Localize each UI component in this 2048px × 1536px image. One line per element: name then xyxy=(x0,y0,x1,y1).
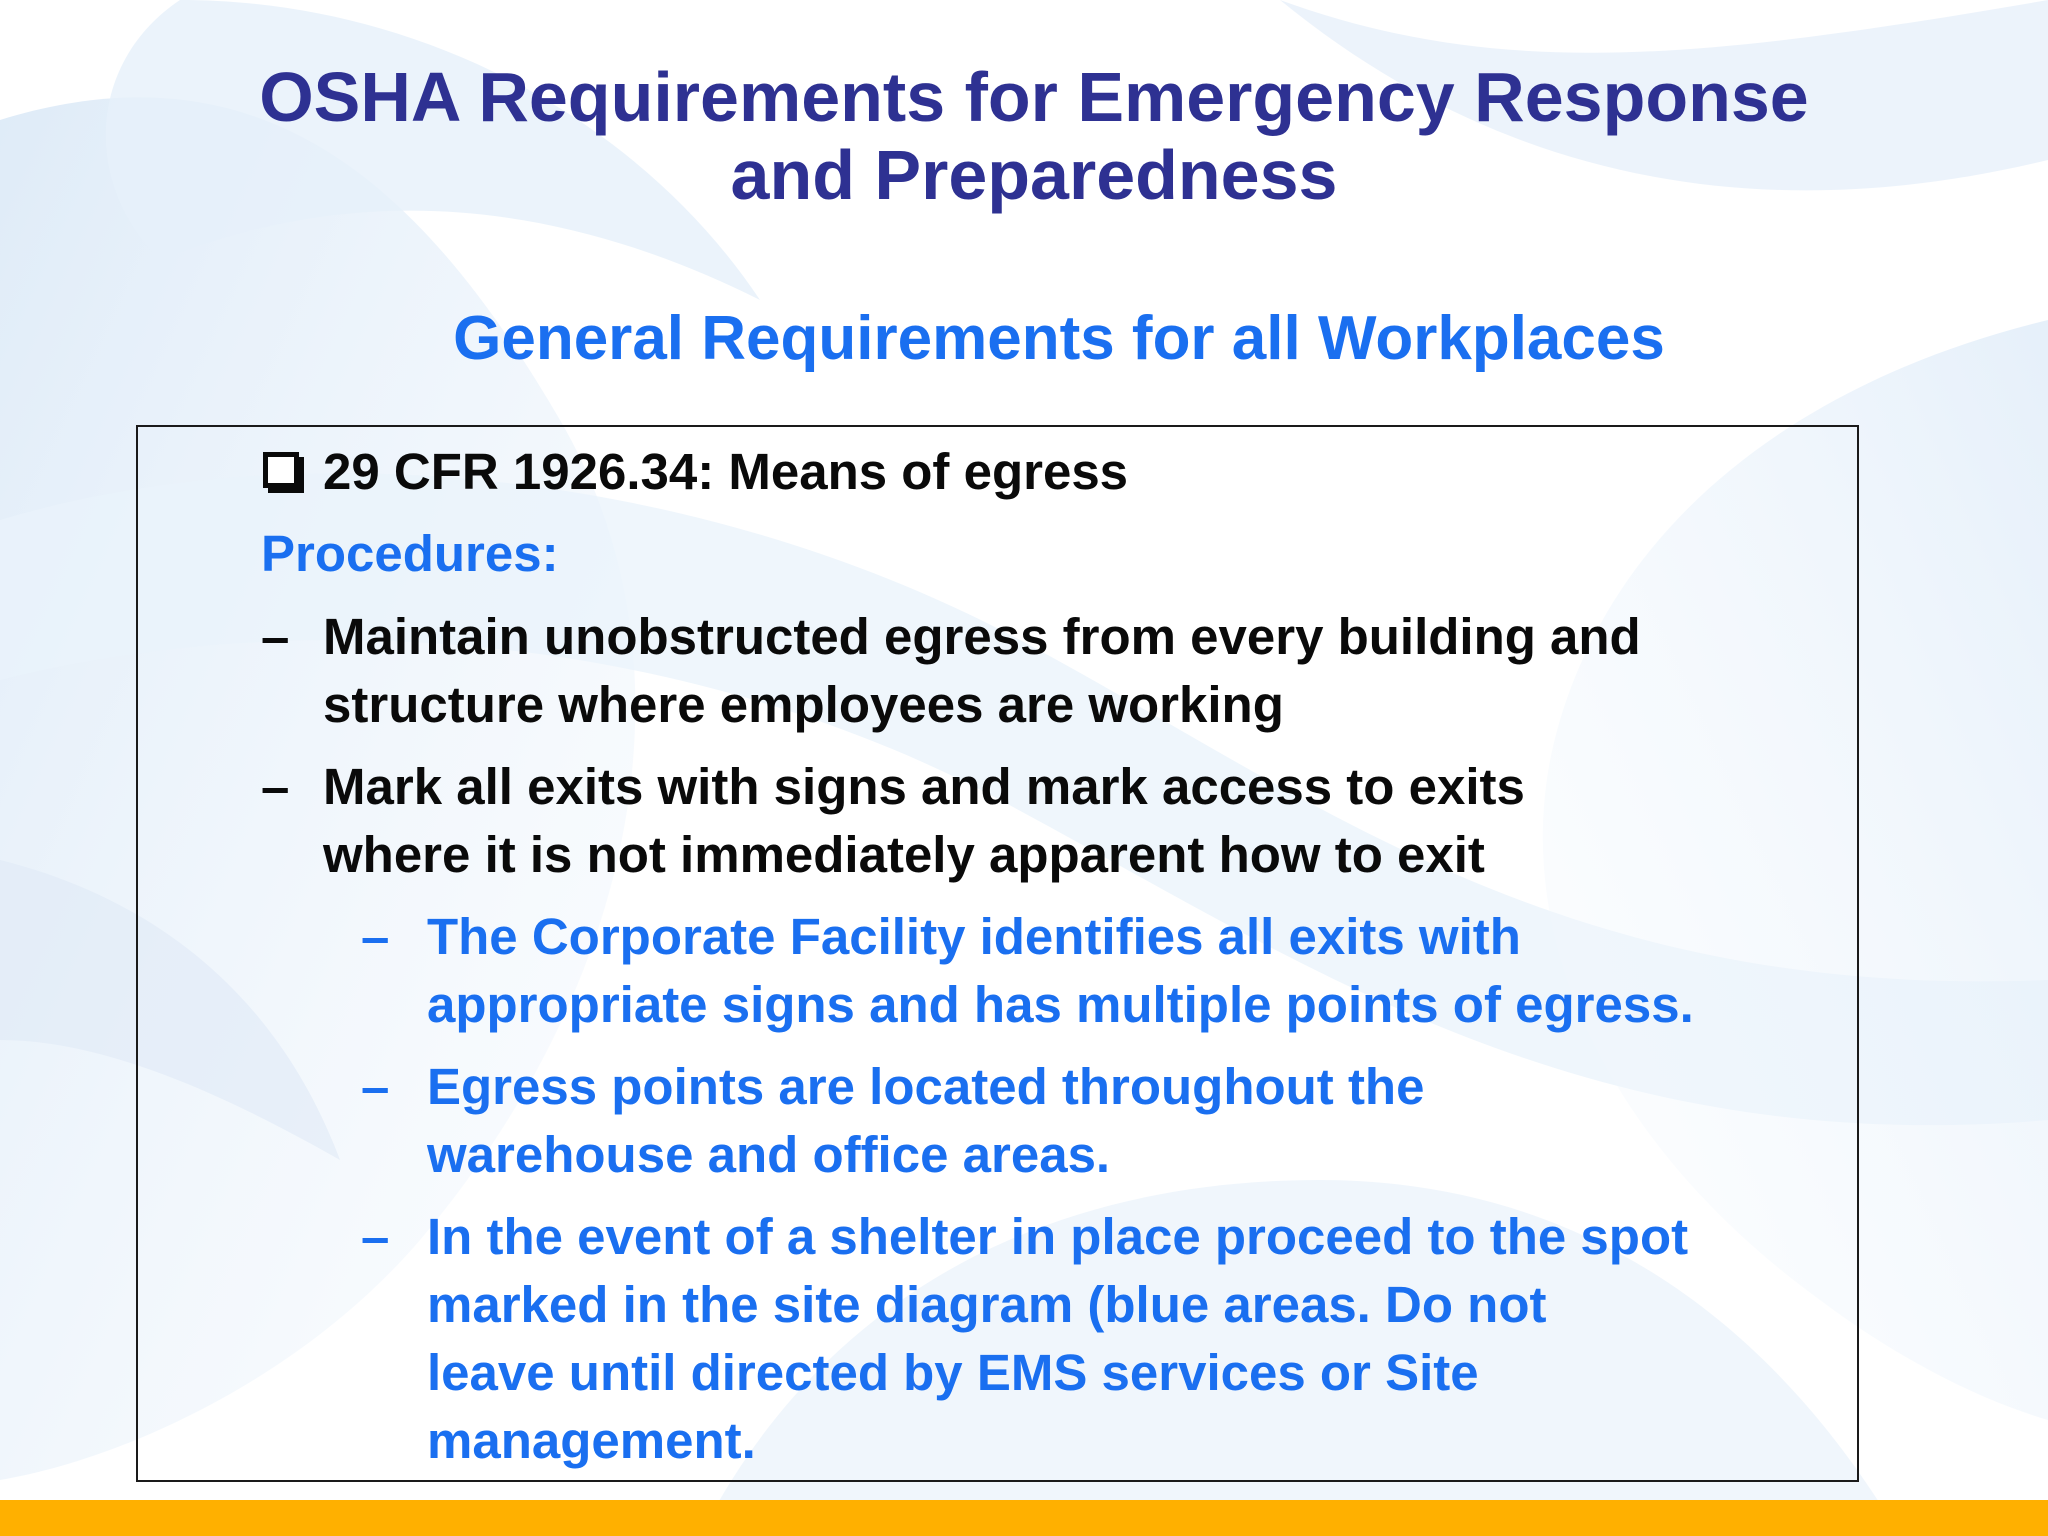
dash-bullet: – xyxy=(361,1208,390,1265)
bottom-accent-bar xyxy=(0,1500,2048,1536)
slide-title xyxy=(0,58,2048,214)
checkbox-icon xyxy=(263,452,299,488)
procedure-item-1-line-2: structure where employees are working xyxy=(323,676,1284,733)
title-line-1: OSHA Requirements for Emergency Response xyxy=(259,58,1809,136)
detail-item-3-line-2: marked in the site diagram (blue areas. Do not xyxy=(427,1276,1547,1333)
dash-bullet: – xyxy=(261,608,290,665)
detail-item-1-line-2: appropriate signs and has multiple points of egress. xyxy=(427,976,1694,1033)
dash-bullet: – xyxy=(361,908,390,965)
detail-item-1-line-1: The Corporate Facility identifies all exits with xyxy=(427,908,1521,965)
dash-bullet: – xyxy=(361,1058,390,1115)
detail-item-3-line-3: leave until directed by EMS services or Site xyxy=(427,1344,1479,1401)
standard-heading: 29 CFR 1926.34: Means of egress xyxy=(323,443,1129,500)
dash-bullet: – xyxy=(261,758,290,815)
detail-item-2-line-1: Egress points are located throughout the xyxy=(427,1058,1425,1115)
detail-item-3-line-4: management. xyxy=(427,1412,756,1469)
title-line-2: and Preparedness xyxy=(730,136,1338,214)
procedures-label: Procedures: xyxy=(261,525,559,582)
detail-item-2-line-2: warehouse and office areas. xyxy=(427,1126,1111,1183)
detail-item-3-line-1: In the event of a shelter in place proceed to the spot xyxy=(427,1208,1689,1265)
procedure-item-2-line-1: Mark all exits with signs and mark access to exits xyxy=(323,758,1525,815)
slide-subtitle: General Requirements for all Workplaces xyxy=(453,304,1665,373)
procedure-item-1-line-1: Maintain unobstructed egress from every building and xyxy=(323,608,1641,665)
procedure-item-2-line-2: where it is not immediately apparent how to exit xyxy=(323,826,1485,883)
